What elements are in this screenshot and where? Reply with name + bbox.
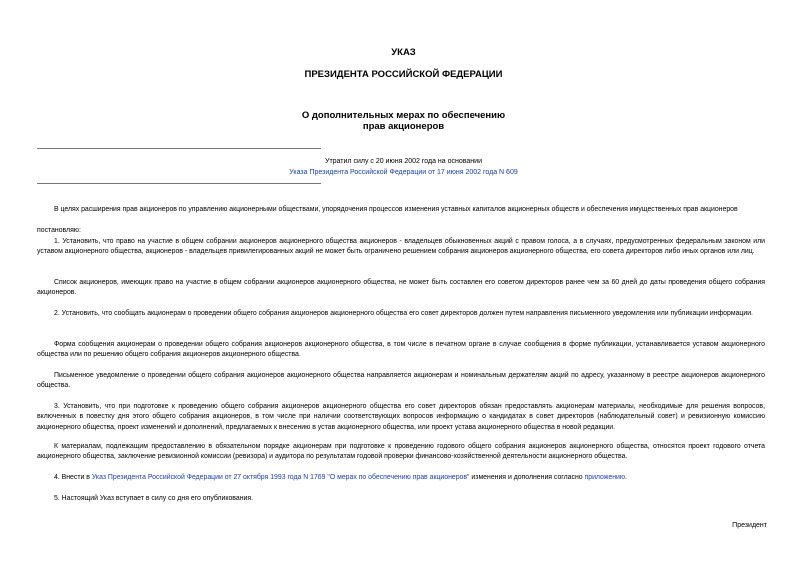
- status-link[interactable]: Указа Президента Российской Федерации от 17 июня 2002 года N 609: [289, 169, 518, 176]
- subject-line-2: прав акционеров: [362, 121, 445, 132]
- paragraph-2b: Форма сообщения акционерам о проведении общего собрания акционеров акционерного общества, в том числе в печатном органе в случае сообщения в форме публикации, устанавливается уставом акционерного общества или по решению общего собрания акционеров акционерного общества.: [37, 341, 765, 359]
- subject-line-1: О дополнительных мерах по обеспечению: [301, 110, 506, 121]
- paragraph-1b: Список акционеров, имеющих право на участие в общем собрании акционеров акционерного общества, не может быть составлен его советом директоров ранее чем за 60 дней до даты проведения общего собрания акционеров.: [37, 279, 765, 297]
- paragraph-4: [37, 473, 765, 483]
- signature-title: Президент: [732, 522, 767, 529]
- decree-1769-link[interactable]: Указ Президента Российской Федерации от 27 октября 1993 года N 1769 "О мерах по обеспечению прав акционеров": [91, 474, 470, 481]
- issuer-title: ПРЕЗИДЕНТА РОССИЙСКОЙ ФЕДЕРАЦИИ: [304, 69, 503, 80]
- paragraph-2: 2. Установить, что сообщать акционерам о проведении общего собрания акционеров акционерного общества его совет директоров должен путем направления письменного уведомления или публикации информации.: [54, 310, 753, 317]
- paragraph-4-end: .: [625, 474, 627, 481]
- paragraph-3: 3. Установить, что при подготовке к проведению общего собрания акционеров акционерного общества его совет директоров обязан предоставлять акционерам материалы, необходимые для решения вопросов, включенных в повестку дня этого общего собрания акционеров, в том числе при наличии соответствующих вопросов информацию о кандидатах в совет директоров (наблюдательный совет) и ревизионную комиссию акционерного общества, проект изменений и дополнений, предлагаемых к внесению в устав акционерного общества, или проект устава акционерного общества в новой редакции.: [37, 403, 765, 431]
- paragraph-4-prefix: 4. Внести в: [54, 474, 92, 481]
- paragraph-5: 5. Настоящий Указ вступает в силу со дня его опубликования.: [54, 495, 254, 502]
- divider-bottom: [37, 183, 321, 184]
- status-note: Утратил силу с 20 июня 2002 года на основании: [325, 158, 482, 165]
- divider-top: [37, 148, 321, 149]
- paragraph-2c: Письменное уведомление о проведении общего собрания акционеров акционерного общества направляется акционерам и номинальным держателям акций по адресу, указанному в реестре акционеров акционерного общества.: [37, 372, 765, 390]
- intro-paragraph: В целях расширения прав акционеров по управлению акционерными обществами, упорядочения процессов изменения уставных капиталов акционерных обществ и обеспечения имущественных прав акционеров: [54, 206, 738, 213]
- paragraph-1: 1. Установить, что право на участие в общем собрании акционеров акционерного общества акционеров - владельцев обыкновенных акций с правом голоса, а в случаях, предусмотренных федеральным законом или уставом акционерного общества, акционеров - владельцев привилегированных акций не может быть ограничено решением собрания акционеров акционерного общества, его совета директоров либо иных органов или лиц.: [37, 238, 765, 256]
- appendix-link[interactable]: приложению: [584, 474, 626, 481]
- paragraph-4-middle: изменения и дополнения согласно: [469, 474, 585, 481]
- decree-word: постановляю:: [37, 227, 81, 234]
- doc-type-title: УКАЗ: [391, 47, 416, 58]
- paragraph-3b: К материалам, подлежащим предоставлению в обязательном порядке акционерам при подготовке к проведению годового общего собрания акционеров акционерного общества, относятся проект годового отчета акционерного общества, заключение ревизионной комиссии (ревизора) и аудитора по результатам годовой проверки финансово-хозяйственной деятельности акционерного общества.: [37, 443, 765, 461]
